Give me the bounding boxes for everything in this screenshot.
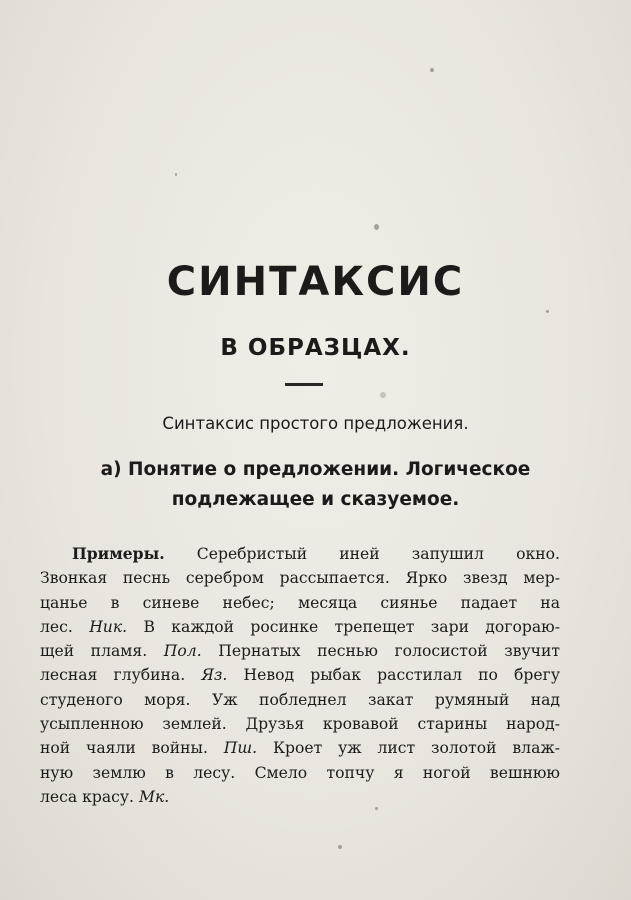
author-abbrev: Пол. bbox=[163, 642, 202, 661]
text-line: цанье в синеве небес; месяца сиянье падает на bbox=[40, 593, 560, 612]
book-title: СИНТАКСИС bbox=[166, 259, 465, 305]
text-line bbox=[40, 785, 560, 809]
paper-speck bbox=[430, 68, 434, 72]
chapter-heading-line: подлежащее и сказуемое. bbox=[171, 489, 460, 510]
author-abbrev: Ник. bbox=[89, 617, 128, 636]
line-text: ной чаяли войны. bbox=[40, 739, 208, 758]
line-text: Кроет уж лист золотой влаж- bbox=[272, 739, 560, 758]
line-text: Невод рыбак расстилал по брегу bbox=[243, 666, 560, 685]
author-abbrev: Яз. bbox=[201, 666, 228, 685]
line-text: щей пламя. bbox=[40, 642, 148, 661]
paper-speck bbox=[380, 392, 386, 398]
line-text: Пернатых песнью голосистой звучит bbox=[218, 642, 560, 661]
text-line: усыпленною землей. Друзья кровавой старины народ- bbox=[40, 715, 560, 734]
paper-speck bbox=[175, 173, 177, 176]
text-line: Звонкая песнь серебром рассыпается. Ярко звезд мер- bbox=[40, 569, 560, 588]
line-text: леса красу. bbox=[40, 787, 135, 806]
text-line bbox=[40, 639, 560, 663]
book-subtitle: В ОБРАЗЦАХ. bbox=[220, 335, 411, 361]
line-text: лес. bbox=[40, 617, 73, 636]
paper-speck bbox=[338, 845, 342, 849]
chapter-heading bbox=[40, 455, 591, 515]
paper-speck bbox=[546, 310, 549, 313]
text-line bbox=[40, 542, 560, 566]
text-line bbox=[40, 736, 560, 760]
author-abbrev: Пш. bbox=[223, 739, 258, 758]
examples-paragraph bbox=[40, 542, 560, 809]
examples-label: Примеры. bbox=[72, 544, 165, 563]
text-line bbox=[40, 663, 560, 687]
line-text: лесная глубина. bbox=[40, 666, 186, 685]
text-line bbox=[40, 615, 560, 639]
text-line: ную землю в лесу. Смело топчу я ногой вешнюю bbox=[40, 763, 560, 782]
section-title: Синтаксис простого предложения. bbox=[162, 414, 469, 433]
text-line: студеного моря. Уж побледнел закат румяный над bbox=[40, 690, 560, 709]
author-abbrev: Мк. bbox=[138, 787, 170, 806]
line-text: В каждой росинке трепещет зари догораю- bbox=[143, 617, 560, 636]
line-text: Серебристый иней запушил окно. bbox=[196, 545, 560, 563]
divider-rule bbox=[285, 383, 323, 386]
chapter-heading-line: а) Понятие о предложении. Логическое bbox=[100, 459, 531, 480]
paper-speck bbox=[374, 224, 379, 230]
